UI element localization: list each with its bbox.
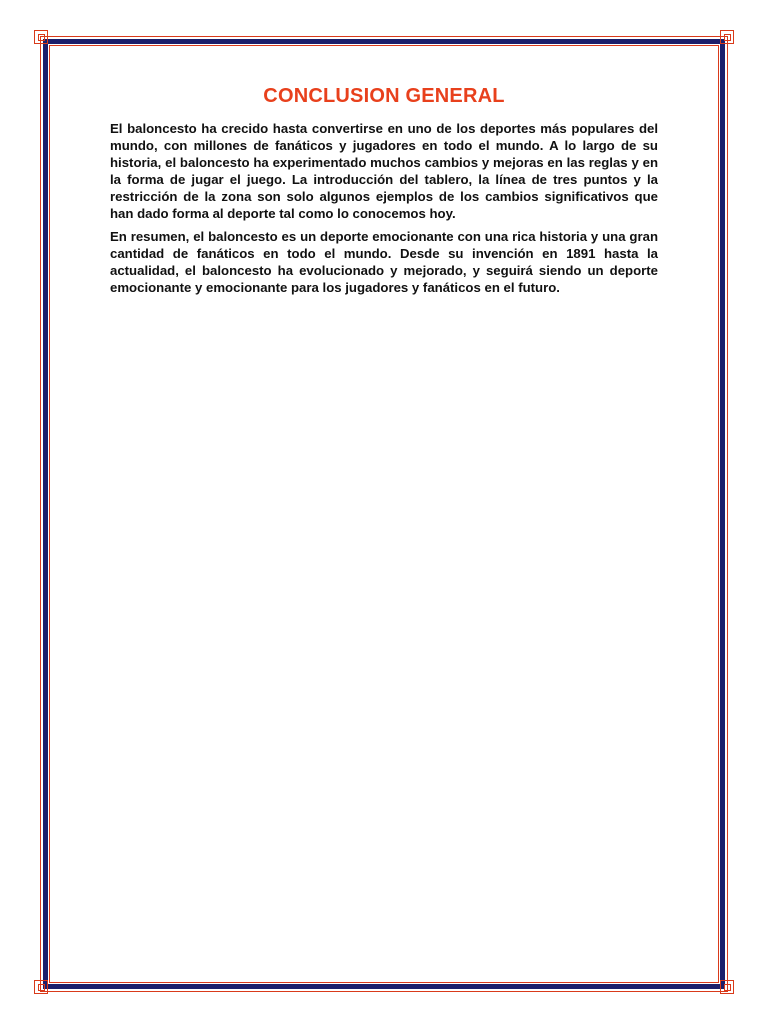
document-body: [110, 84, 658, 302]
paragraph-1: El baloncesto ha crecido hasta convertirse en uno de los deportes más populares del mundo, con millones de fanáticos y jugadores en todo el mundo. A lo largo de su historia, el baloncesto ha experimentado muchos cambios y mejoras en las reglas y en la forma de jugar el juego. La introducción del tablero, la línea de tres puntos y la restricción de la zona son solo algunos ejemplos de los cambios significativos que han dado forma al deporte tal como lo conocemos hoy.: [110, 121, 658, 221]
corner-ornament-bottom-right: [720, 980, 734, 994]
page-title: CONCLUSION GENERAL: [263, 85, 505, 107]
corner-ornament-bottom-left: [34, 980, 48, 994]
corner-ornament-top-right: [720, 30, 734, 44]
paragraph-2: En resumen, el baloncesto es un deporte emocionante con una rica historia y una gran cantidad de fanáticos en todo el mundo. Desde su invención en 1891 hasta la actualidad, el baloncesto ha evolucionado y mejorado, y seguirá siendo un deporte emocionante y emocionante para los jugadores y fanáticos en el futuro.: [110, 229, 658, 295]
corner-ornament-top-left: [34, 30, 48, 44]
